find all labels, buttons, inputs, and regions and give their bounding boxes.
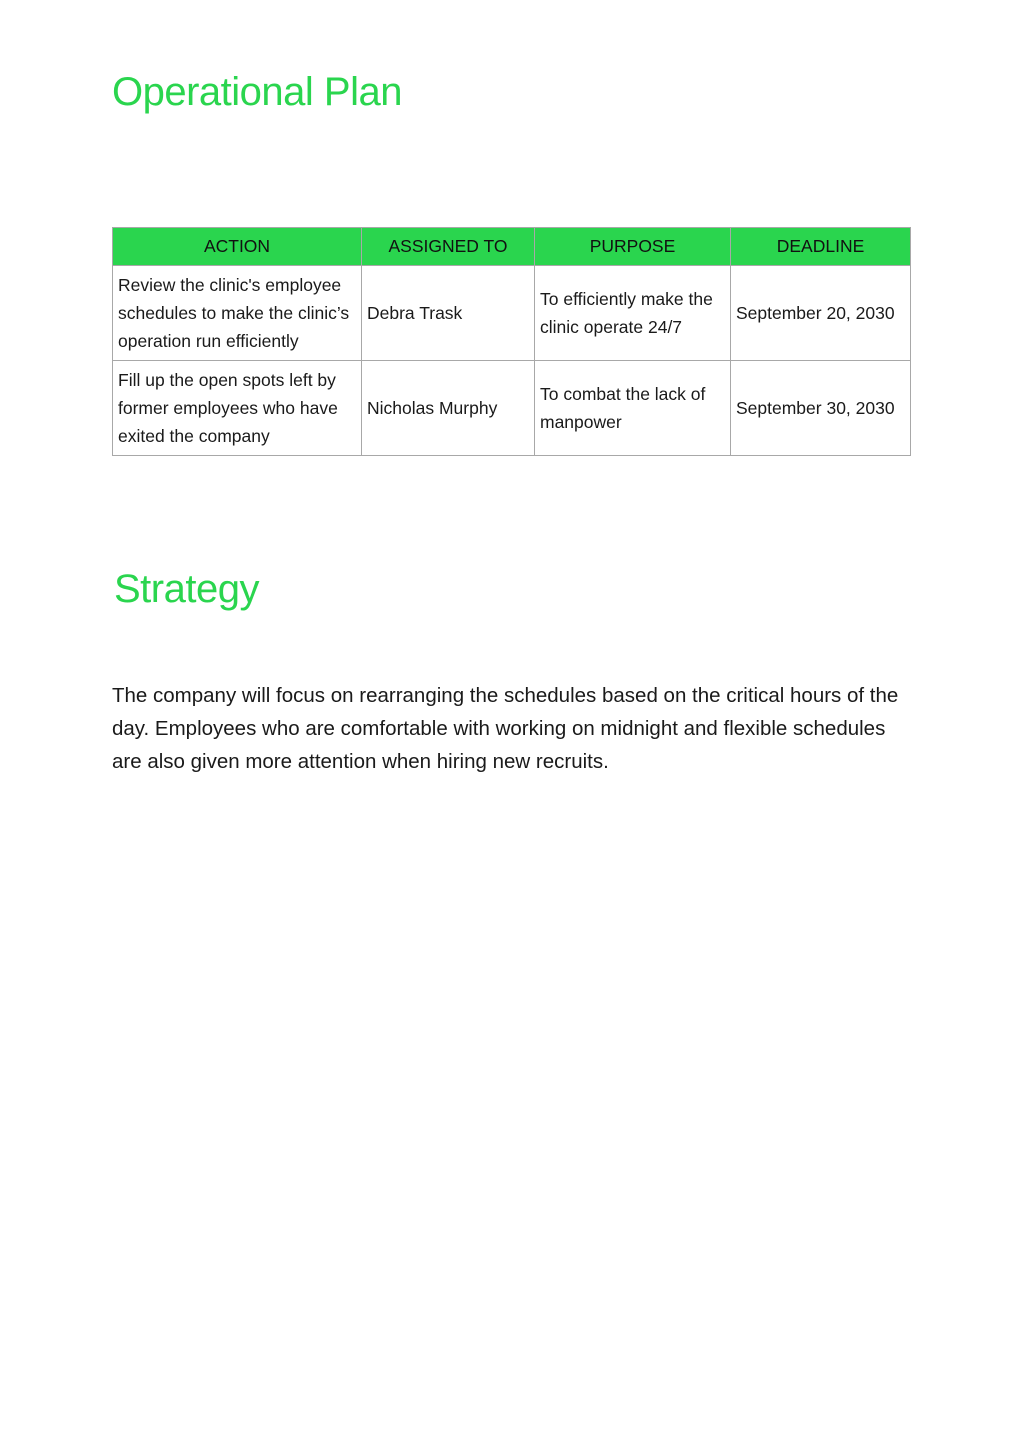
operational-plan-table (112, 227, 911, 456)
table-row (113, 361, 911, 456)
action-cell: Review the clinic's employee schedules to make the clinic’s operation run efficiently (113, 266, 362, 361)
column-header-assigned-to: ASSIGNED TO (362, 228, 535, 266)
deadline-cell: September 30, 2030 (731, 361, 911, 456)
purpose-cell: To efficiently make the clinic operate 24/7 (535, 266, 731, 361)
action-cell: Fill up the open spots left by former employees who have exited the company (113, 361, 362, 456)
column-header-action: ACTION (113, 228, 362, 266)
assigned-to-cell: Debra Trask (362, 266, 535, 361)
table-header-row (113, 228, 911, 266)
operational-plan-heading: Operational Plan (112, 70, 402, 114)
strategy-heading: Strategy (114, 567, 259, 611)
deadline-cell: September 20, 2030 (731, 266, 911, 361)
purpose-cell: To combat the lack of manpower (535, 361, 731, 456)
column-header-purpose: PURPOSE (535, 228, 731, 266)
table-row (113, 266, 911, 361)
strategy-paragraph: The company will focus on rearranging the schedules based on the critical hours of the day. Employees who are comfortable with working on midnight and flexible schedules are also given more attention when hiring new recruits. (112, 684, 899, 773)
assigned-to-cell: Nicholas Murphy (362, 361, 535, 456)
column-header-deadline: DEADLINE (731, 228, 911, 266)
